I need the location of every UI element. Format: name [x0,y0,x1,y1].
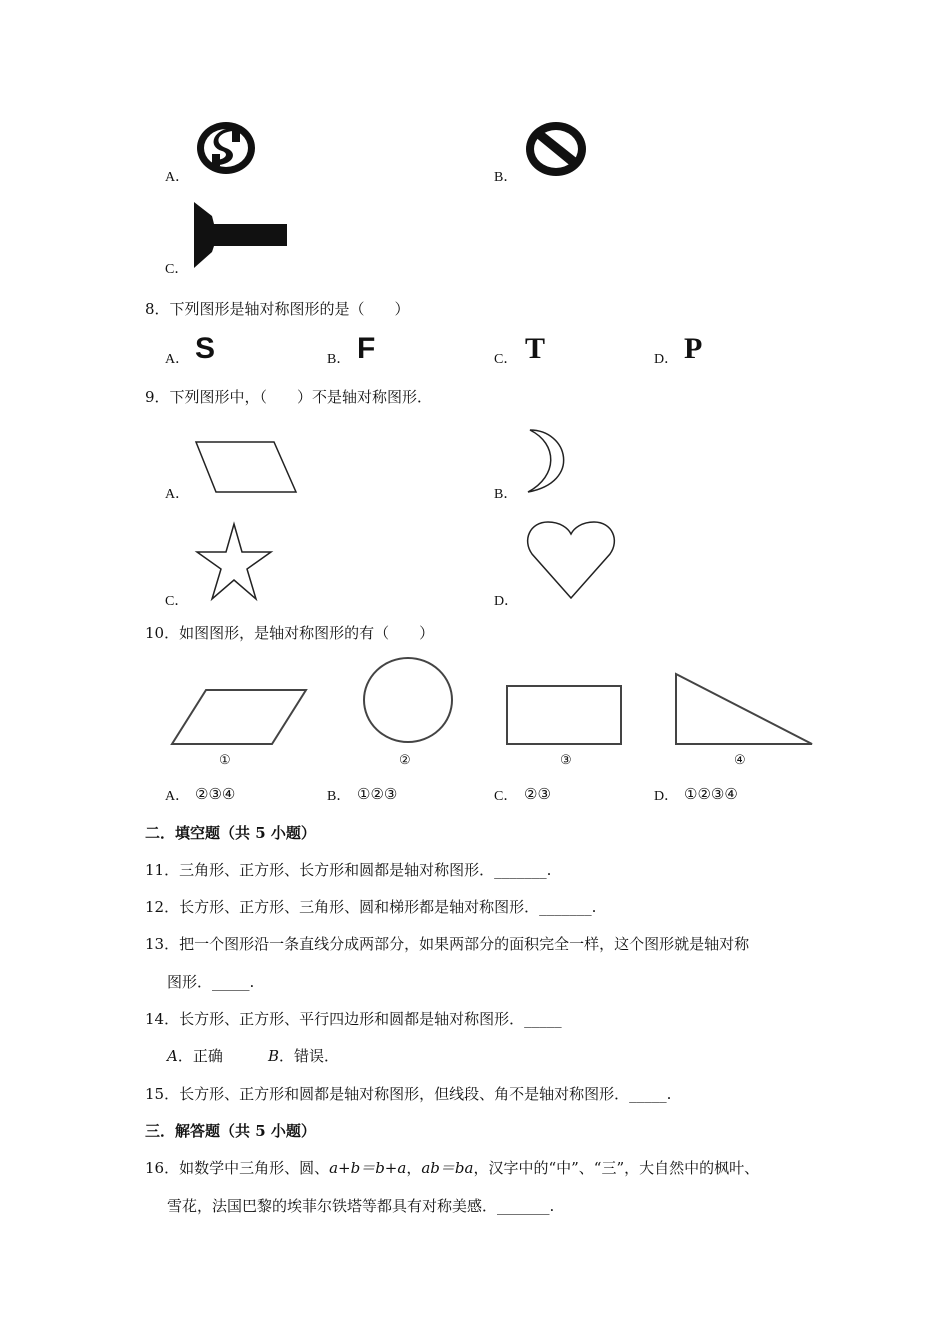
q16-part-2: ，汉字中的“中”、“三”，大自然中的枫叶、 [473,1159,760,1177]
no-entry-circle-icon [523,120,589,178]
circle-figure [360,654,456,746]
heart-icon [524,518,618,602]
q9-option-b-label[interactable]: B． [494,487,518,502]
crescent-moon-icon [522,426,578,496]
q10-option-a-label[interactable]: A． [165,789,190,804]
q16-formula-2: ab＝ba [421,1159,474,1177]
q8-letter-s: S [195,332,216,365]
q8-stem: 8．下列图形是轴对称图形的是（ ） [145,300,410,318]
q9-option-a-label[interactable]: A． [165,487,190,502]
q8-option-c-label[interactable]: C． [494,352,518,367]
q14-option-a-letter: A [167,1047,178,1065]
question-12: 12．长方形、正方形、三角形、圆和梯形都是轴对称图形．_______. [145,898,597,916]
question-11: 11．三角形、正方形、长方形和圆都是轴对称图形．_______. [145,861,552,879]
q8-letter-f: F [357,332,376,365]
q16-formula-1: a+b＝b+a [329,1159,407,1177]
q8-option-d-label[interactable]: D． [654,352,679,367]
q10-option-d-text: ①②③④ [684,785,738,803]
q10-option-d-label[interactable]: D． [654,789,679,804]
q10-option-b-text: ①②③ [357,785,398,803]
figure-label-4: ④ [734,753,746,768]
q7-option-b-label[interactable]: B． [494,170,518,185]
q16-separator: ， [406,1159,422,1177]
section-2-title: 二．填空题（共 5 小题） [145,824,316,842]
parallelogram-figure [168,686,310,748]
q8-letter-t: T [525,332,546,365]
figure-label-1: ① [219,753,231,768]
q14-option-a-text: ．正确 [177,1047,223,1065]
q8-letter-p: P [684,332,703,365]
q10-option-c-label[interactable]: C． [494,789,518,804]
question-13-line-1: 13．把一个图形沿一条直线分成两部分，如果两部分的面积完全一样，这个图形就是轴对称 [145,935,750,953]
q7-option-a-label[interactable]: A． [165,170,190,185]
star-icon [195,522,273,602]
sign-s-circle-icon [194,120,258,178]
parallelogram-icon [192,438,300,496]
q7-option-c-label[interactable]: C． [165,262,189,277]
q10-option-b-label[interactable]: B． [327,789,351,804]
question-14: 14．长方形、正方形、平行四边形和圆都是轴对称图形．_____ [145,1010,562,1028]
q16-part-1: 16．如数学中三角形、圆、 [145,1159,330,1177]
q8-option-b-label[interactable]: B． [327,352,351,367]
q10-option-c-text: ②③ [524,785,551,803]
q10-stem: 10．如图图形，是轴对称图形的有（ ） [145,624,435,642]
q8-option-a-label[interactable]: A． [165,352,190,367]
question-16-line-1 [145,1157,759,1178]
right-triangle-figure [672,670,818,748]
rectangle-figure [503,682,625,748]
q14-option-b-letter: B [268,1047,280,1065]
q9-option-c-label[interactable]: C． [165,594,189,609]
section-3-title: 三．解答题（共 5 小题） [145,1122,316,1140]
figure-label-3: ③ [560,753,572,768]
figure-label-2: ② [399,753,411,768]
q14-option-b-text: ．错误． [279,1047,340,1065]
q14-option-a[interactable] [167,1045,223,1066]
question-15: 15．长方形、正方形和圆都是轴对称图形，但线段、角不是轴对称图形．_____. [145,1085,672,1103]
question-16-line-2: 雪花，法国巴黎的埃菲尔铁塔等都具有对称美感．_______. [167,1197,555,1215]
question-13-line-2: 图形．_____. [167,973,255,991]
q9-option-d-label[interactable]: D． [494,594,519,609]
q9-stem: 9．下列图形中，（ ）不是轴对称图形． [145,388,433,406]
q10-option-a-text: ②③④ [195,785,236,803]
q14-option-b[interactable] [268,1045,339,1066]
hammer-shape-icon [192,200,290,270]
